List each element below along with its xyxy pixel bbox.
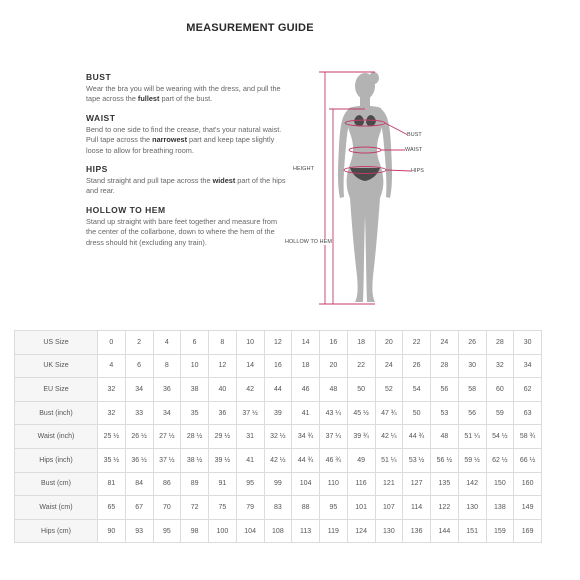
table-cell: 51 ¼ xyxy=(458,425,486,449)
body-silhouette-icon xyxy=(285,66,445,311)
table-cell: 54 ½ xyxy=(486,425,514,449)
table-cell: 53 xyxy=(431,401,459,425)
table-cell: 95 xyxy=(153,519,181,543)
table-cell: 22 xyxy=(403,331,431,355)
hollow-to-hem-section xyxy=(86,205,286,248)
table-cell: 42 ¼ xyxy=(375,425,403,449)
table-cell: 56 xyxy=(458,401,486,425)
table-cell: 37 ¼ xyxy=(320,425,348,449)
table-cell: 10 xyxy=(236,331,264,355)
figure-label-hips: HIPS xyxy=(411,168,424,174)
body-figure-illustration xyxy=(285,66,445,311)
table-cell: 51 ¼ xyxy=(375,448,403,472)
table-cell: 114 xyxy=(403,496,431,520)
table-cell: 38 xyxy=(181,378,209,402)
table-row xyxy=(15,425,542,449)
table-cell: 25 ½ xyxy=(98,425,126,449)
hips-instructions xyxy=(86,176,286,197)
table-cell: 58 ¾ xyxy=(514,425,542,449)
table-cell: 88 xyxy=(292,496,320,520)
table-cell: 38 ½ xyxy=(181,448,209,472)
table-row xyxy=(15,448,542,472)
table-cell: 4 xyxy=(153,331,181,355)
table-cell: 127 xyxy=(403,472,431,496)
page-title: MEASUREMENT GUIDE xyxy=(186,22,314,34)
table-cell: 149 xyxy=(514,496,542,520)
table-cell: 136 xyxy=(403,519,431,543)
table-cell: 34 xyxy=(125,378,153,402)
table-row xyxy=(15,472,542,496)
table-cell: 44 ¾ xyxy=(292,448,320,472)
row-label: Bust (inch) xyxy=(15,401,98,425)
table-cell: 104 xyxy=(236,519,264,543)
table-cell: 130 xyxy=(375,519,403,543)
table-cell: 89 xyxy=(181,472,209,496)
table-cell: 18 xyxy=(347,331,375,355)
table-cell: 62 ½ xyxy=(486,448,514,472)
table-cell: 56 ½ xyxy=(431,448,459,472)
table-cell: 10 xyxy=(181,354,209,378)
table-cell: 110 xyxy=(320,472,348,496)
table-cell: 47 ¾ xyxy=(375,401,403,425)
waist-instructions xyxy=(86,125,286,156)
figure-label-hollow-to-hem: HOLLOW TO HEM xyxy=(285,239,332,245)
table-cell: 32 xyxy=(98,378,126,402)
table-cell: 59 xyxy=(486,401,514,425)
table-cell: 45 ½ xyxy=(347,401,375,425)
figure-label-waist: WAIST xyxy=(405,147,423,153)
hips-text-end: part of the hips and rear. xyxy=(86,176,286,196)
table-cell: 34 xyxy=(514,354,542,378)
table-cell: 12 xyxy=(264,331,292,355)
table-cell: 42 xyxy=(236,378,264,402)
table-cell: 29 ½ xyxy=(209,425,237,449)
table-cell: 35 xyxy=(181,401,209,425)
table-cell: 91 xyxy=(209,472,237,496)
table-cell: 124 xyxy=(347,519,375,543)
table-cell: 35 ½ xyxy=(98,448,126,472)
table-cell: 52 xyxy=(375,378,403,402)
table-cell: 48 xyxy=(320,378,348,402)
table-cell: 20 xyxy=(320,354,348,378)
table-cell: 46 ¾ xyxy=(320,448,348,472)
table-cell: 50 xyxy=(403,401,431,425)
table-cell: 53 ½ xyxy=(403,448,431,472)
table-cell: 24 xyxy=(375,354,403,378)
table-cell: 98 xyxy=(181,519,209,543)
table-cell: 32 xyxy=(486,354,514,378)
row-label: EU Size xyxy=(15,378,98,402)
table-cell: 39 ¾ xyxy=(347,425,375,449)
table-cell: 130 xyxy=(458,496,486,520)
table-cell: 32 ½ xyxy=(264,425,292,449)
table-cell: 16 xyxy=(264,354,292,378)
table-cell: 18 xyxy=(292,354,320,378)
row-label: UK Size xyxy=(15,354,98,378)
table-cell: 63 xyxy=(514,401,542,425)
hips-emphasis: widest xyxy=(212,176,236,186)
table-cell: 43 ¼ xyxy=(320,401,348,425)
row-label: Hips (inch) xyxy=(15,448,98,472)
table-row xyxy=(15,378,542,402)
table-cell: 122 xyxy=(431,496,459,520)
waist-emphasis: narrowest xyxy=(152,135,187,145)
table-cell: 116 xyxy=(347,472,375,496)
table-cell: 151 xyxy=(458,519,486,543)
table-cell: 72 xyxy=(181,496,209,520)
bust-text-end: part of the bust. xyxy=(159,94,213,104)
table-cell: 31 xyxy=(236,425,264,449)
hips-heading: HIPS xyxy=(86,164,108,175)
table-cell: 81 xyxy=(98,472,126,496)
table-cell: 36 ½ xyxy=(125,448,153,472)
table-cell: 67 xyxy=(125,496,153,520)
table-cell: 28 xyxy=(486,331,514,355)
table-cell: 39 xyxy=(264,401,292,425)
table-cell: 22 xyxy=(347,354,375,378)
hollow-to-hem-instructions: Stand up straight with bare feet together and measure from the center of the collarbone, down to where the hem of the dress should hit (excluding any train). xyxy=(86,216,278,247)
table-cell: 142 xyxy=(458,472,486,496)
table-cell: 41 xyxy=(236,448,264,472)
table-cell: 93 xyxy=(125,519,153,543)
table-cell: 8 xyxy=(153,354,181,378)
row-label: Bust (cm) xyxy=(15,472,98,496)
table-cell: 6 xyxy=(125,354,153,378)
table-row xyxy=(15,496,542,520)
table-cell: 100 xyxy=(209,519,237,543)
table-cell: 56 xyxy=(431,378,459,402)
table-cell: 6 xyxy=(181,331,209,355)
table-cell: 28 xyxy=(431,354,459,378)
table-cell: 60 xyxy=(486,378,514,402)
table-cell: 0 xyxy=(98,331,126,355)
table-cell: 12 xyxy=(209,354,237,378)
table-cell: 26 xyxy=(458,331,486,355)
measurement-instructions xyxy=(86,72,286,256)
table-cell: 44 xyxy=(264,378,292,402)
figure-label-bust: BUST xyxy=(407,132,422,138)
bust-emphasis: fullest xyxy=(137,94,160,104)
table-cell: 62 xyxy=(514,378,542,402)
table-cell: 28 ½ xyxy=(181,425,209,449)
bust-heading: BUST xyxy=(86,72,112,82)
table-cell: 26 ½ xyxy=(125,425,153,449)
waist-heading: WAIST xyxy=(86,112,116,123)
table-cell: 33 xyxy=(125,401,153,425)
table-cell: 14 xyxy=(292,331,320,355)
table-cell: 169 xyxy=(514,519,542,543)
table-cell: 44 ¾ xyxy=(403,425,431,449)
table-cell: 37 ½ xyxy=(236,401,264,425)
table-cell: 95 xyxy=(236,472,264,496)
table-cell: 160 xyxy=(514,472,542,496)
table-cell: 27 ½ xyxy=(153,425,181,449)
bust-instructions xyxy=(86,84,286,105)
bust-section xyxy=(86,72,286,105)
table-cell: 101 xyxy=(347,496,375,520)
table-cell: 46 xyxy=(292,378,320,402)
table-cell: 41 xyxy=(292,401,320,425)
table-cell: 86 xyxy=(153,472,181,496)
table-cell: 138 xyxy=(486,496,514,520)
waist-text-end: part and keep tape slightly loose to allow for breathing room. xyxy=(86,135,275,155)
table-cell: 75 xyxy=(209,496,237,520)
table-cell: 14 xyxy=(236,354,264,378)
table-cell: 32 xyxy=(98,401,126,425)
table-cell: 37 ½ xyxy=(153,448,181,472)
table-cell: 159 xyxy=(486,519,514,543)
table-cell: 90 xyxy=(98,519,126,543)
table-cell: 54 xyxy=(403,378,431,402)
table-cell: 30 xyxy=(458,354,486,378)
table-cell: 84 xyxy=(125,472,153,496)
table-cell: 20 xyxy=(375,331,403,355)
table-cell: 99 xyxy=(264,472,292,496)
table-cell: 39 ½ xyxy=(209,448,237,472)
table-cell: 34 ¾ xyxy=(292,425,320,449)
row-label: US Size xyxy=(15,331,98,355)
table-cell: 50 xyxy=(347,378,375,402)
table-cell: 121 xyxy=(375,472,403,496)
figure-label-height: HEIGHT xyxy=(293,166,314,172)
table-cell: 59 ½ xyxy=(458,448,486,472)
table-cell: 66 ½ xyxy=(514,448,542,472)
table-cell: 144 xyxy=(431,519,459,543)
bust-text: Wear the bra you will be wearing with the dress, and pull the tape across the xyxy=(86,84,281,104)
table-cell: 8 xyxy=(209,331,237,355)
table-cell: 4 xyxy=(98,354,126,378)
table-cell: 108 xyxy=(264,519,292,543)
waist-section xyxy=(86,113,286,156)
table-cell: 48 xyxy=(431,425,459,449)
table-cell: 113 xyxy=(292,519,320,543)
hips-text: Stand straight and pull tape across the xyxy=(86,176,213,186)
table-cell: 70 xyxy=(153,496,181,520)
table-cell: 95 xyxy=(320,496,348,520)
waist-text: Bend to one side to find the crease, that's your natural waist. Pull tape across the xyxy=(86,124,282,145)
table-cell: 58 xyxy=(458,378,486,402)
hollow-to-hem-heading: HOLLOW TO HEM xyxy=(86,204,166,215)
table-cell: 49 xyxy=(347,448,375,472)
table-row xyxy=(15,354,542,378)
table-row xyxy=(15,331,542,355)
table-cell: 107 xyxy=(375,496,403,520)
table-cell: 42 ½ xyxy=(264,448,292,472)
row-label: Hips (cm) xyxy=(15,519,98,543)
table-row xyxy=(15,401,542,425)
table-cell: 36 xyxy=(153,378,181,402)
row-label: Waist (cm) xyxy=(15,496,98,520)
table-cell: 34 xyxy=(153,401,181,425)
table-cell: 119 xyxy=(320,519,348,543)
table-cell: 40 xyxy=(209,378,237,402)
table-cell: 104 xyxy=(292,472,320,496)
table-cell: 30 xyxy=(514,331,542,355)
table-cell: 79 xyxy=(236,496,264,520)
table-cell: 135 xyxy=(431,472,459,496)
size-chart-table xyxy=(14,330,542,543)
table-cell: 36 xyxy=(209,401,237,425)
hips-section xyxy=(86,164,286,197)
table-cell: 83 xyxy=(264,496,292,520)
table-cell: 26 xyxy=(403,354,431,378)
table-cell: 16 xyxy=(320,331,348,355)
row-label: Waist (inch) xyxy=(15,425,98,449)
table-cell: 150 xyxy=(486,472,514,496)
table-cell: 2 xyxy=(125,331,153,355)
table-cell: 24 xyxy=(431,331,459,355)
table-row xyxy=(15,519,542,543)
table-cell: 65 xyxy=(98,496,126,520)
